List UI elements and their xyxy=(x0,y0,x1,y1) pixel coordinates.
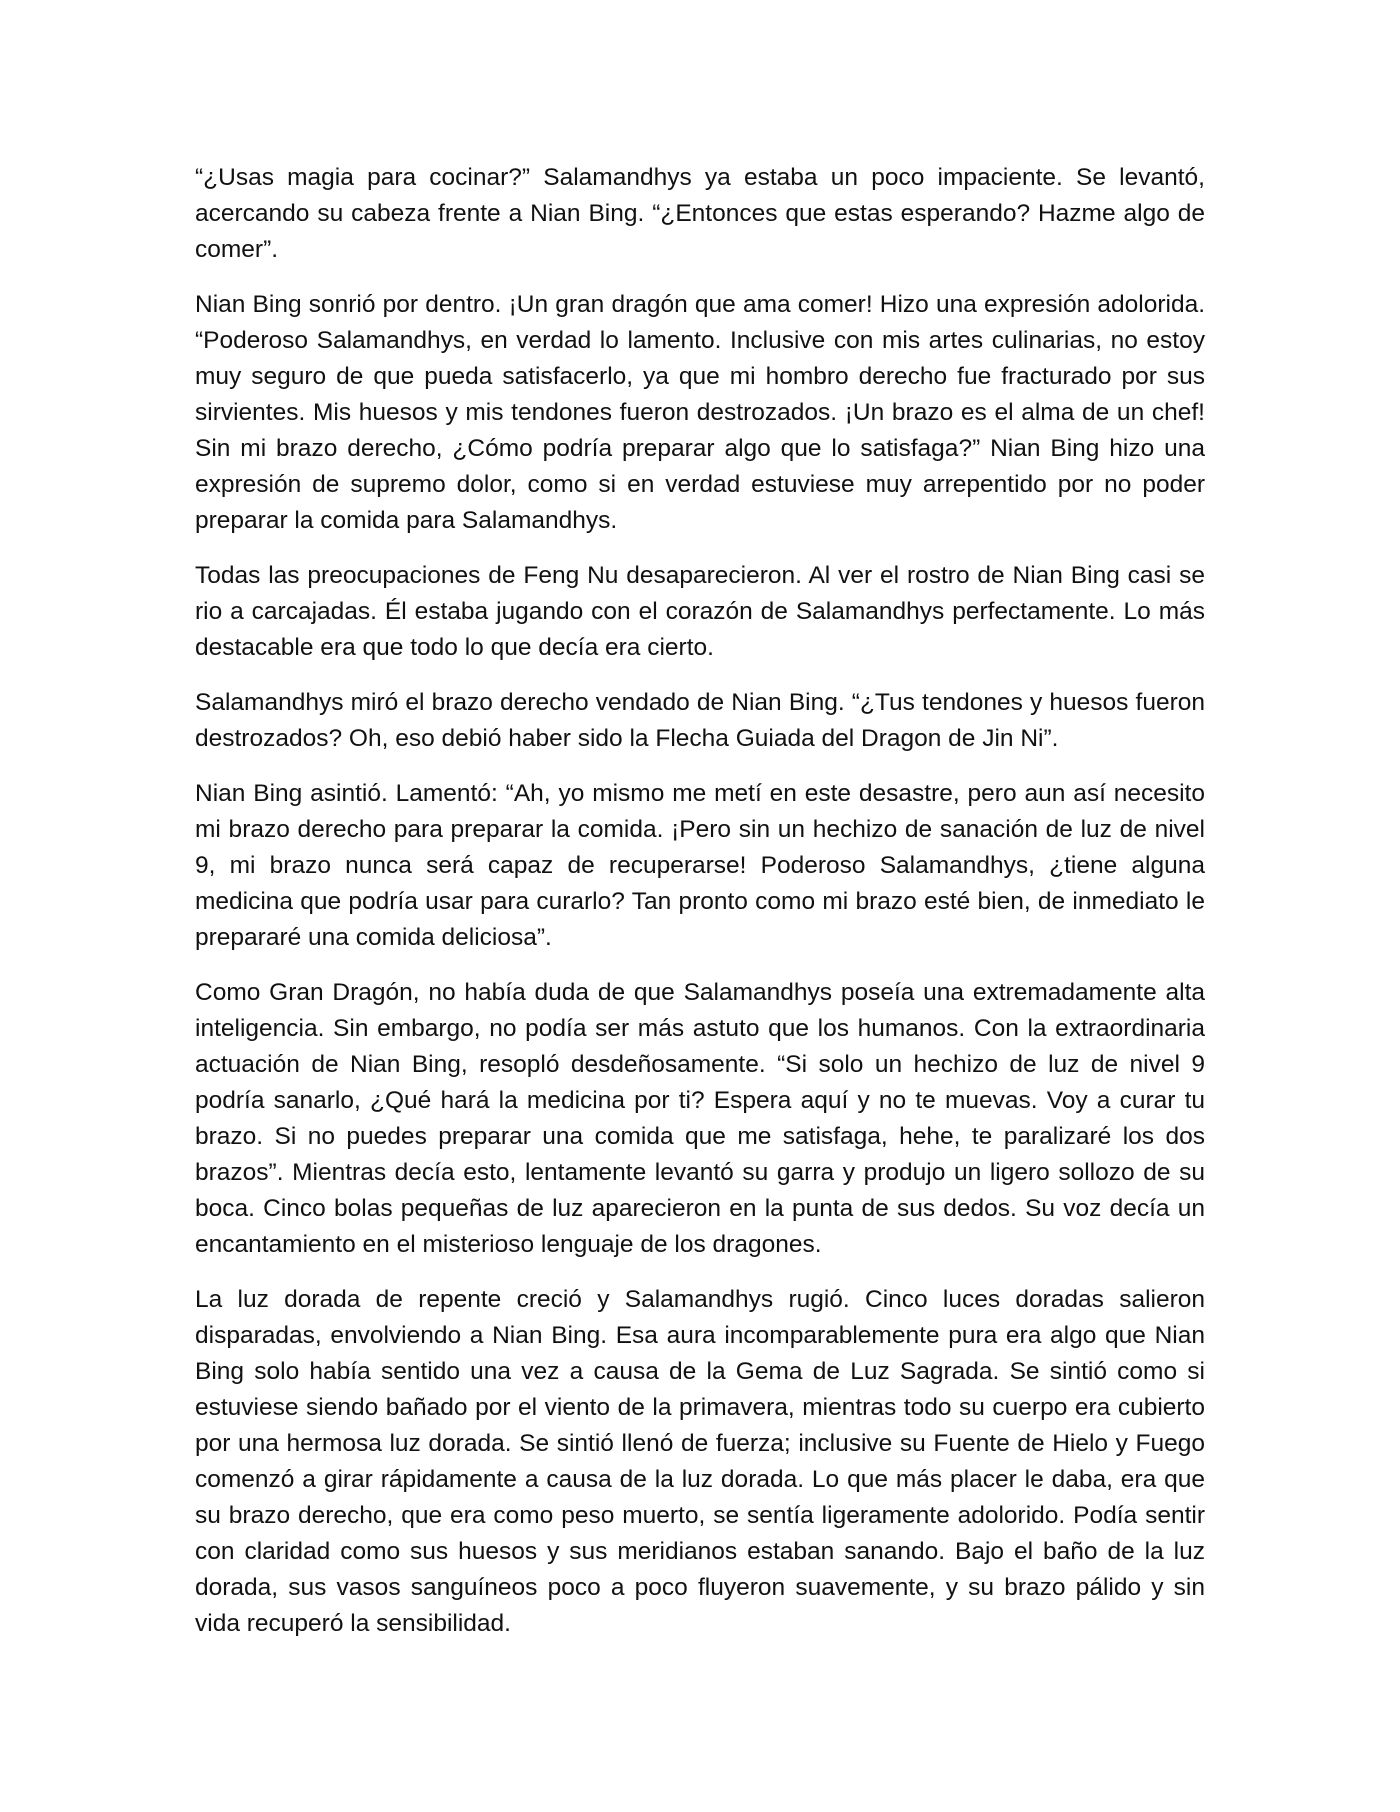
paragraph-2: Nian Bing sonrió por dentro. ¡Un gran dragón que ama comer! Hizo una expresión adolorida. “Poderoso Salamandhys, en verdad lo lamento. Inclusive con mis artes culinarias, no estoy muy seguro de que pueda satisfacerlo, ya que mi hombro derecho fue fracturado por sus sirvientes. Mis huesos y mis tendones fueron destrozados. ¡Un brazo es el alma de un chef! Sin mi brazo derecho, ¿Cómo podría preparar algo que lo satisfaga?” Nian Bing hizo una expresión de supremo dolor, como si en verdad estuviese muy arrepentido por no poder preparar la comida para Salamandhys. xyxy=(195,291,1205,534)
paragraph-4: Salamandhys miró el brazo derecho vendado de Nian Bing. “¿Tus tendones y huesos fueron destrozados? Oh, eso debió haber sido la Flecha Guiada del Dragon de Jin Ni”. xyxy=(195,689,1205,752)
paragraph-6: Como Gran Dragón, no había duda de que Salamandhys poseía una extremadamente alta inteligencia. Sin embargo, no podía ser más astuto que los humanos. Con la extraordinaria actuación de Nian Bing, resopló desdeñosamente. “Si solo un hechizo de luz de nivel 9 podría sanarlo, ¿Qué hará la medicina por ti? Espera aquí y no te muevas. Voy a curar tu brazo. Si no puedes preparar una comida que me satisfaga, hehe, te paralizaré los dos brazos”. Mientras decía esto, lentamente levantó su garra y produjo un ligero sollozo de su boca. Cinco bolas pequeñas de luz aparecieron en la punta de sus dedos. Su voz decía un encantamiento en el misterioso lenguaje de los dragones. xyxy=(195,979,1205,1258)
document-page xyxy=(195,160,1205,1661)
paragraph-7: La luz dorada de repente creció y Salamandhys rugió. Cinco luces doradas salieron disparadas, envolviendo a Nian Bing. Esa aura incomparablemente pura era algo que Nian Bing solo había sentido una vez a causa de la Gema de Luz Sagrada. Se sintió como si estuviese siendo bañado por el viento de la primavera, mientras todo su cuerpo era cubierto por una hermosa luz dorada. Se sintió llenó de fuerza; inclusive su Fuente de Hielo y Fuego comenzó a girar rápidamente a causa de la luz dorada. Lo que más placer le daba, era que su brazo derecho, que era como peso muerto, se sentía ligeramente adolorido. Podía sentir con claridad como sus huesos y sus meridianos estaban sanando. Bajo el baño de la luz dorada, sus vasos sanguíneos poco a poco fluyeron suavemente, y su brazo pálido y sin vida recuperó la sensibilidad. xyxy=(195,1286,1205,1637)
paragraph-5: Nian Bing asintió. Lamentó: “Ah, yo mismo me metí en este desastre, pero aun así necesito mi brazo derecho para preparar la comida. ¡Pero sin un hechizo de sanación de luz de nivel 9, mi brazo nunca será capaz de recuperarse! Poderoso Salamandhys, ¿tiene alguna medicina que podría usar para curarlo? Tan pronto como mi brazo esté bien, de inmediato le prepararé una comida deliciosa”. xyxy=(195,780,1205,951)
paragraph-3: Todas las preocupaciones de Feng Nu desaparecieron. Al ver el rostro de Nian Bing casi se rio a carcajadas. Él estaba jugando con el corazón de Salamandhys perfectamente. Lo más destacable era que todo lo que decía era cierto. xyxy=(195,562,1205,661)
paragraph-1: “¿Usas magia para cocinar?” Salamandhys ya estaba un poco impaciente. Se levantó, acercando su cabeza frente a Nian Bing. “¿Entonces que estas esperando? Hazme algo de comer”. xyxy=(195,164,1205,263)
